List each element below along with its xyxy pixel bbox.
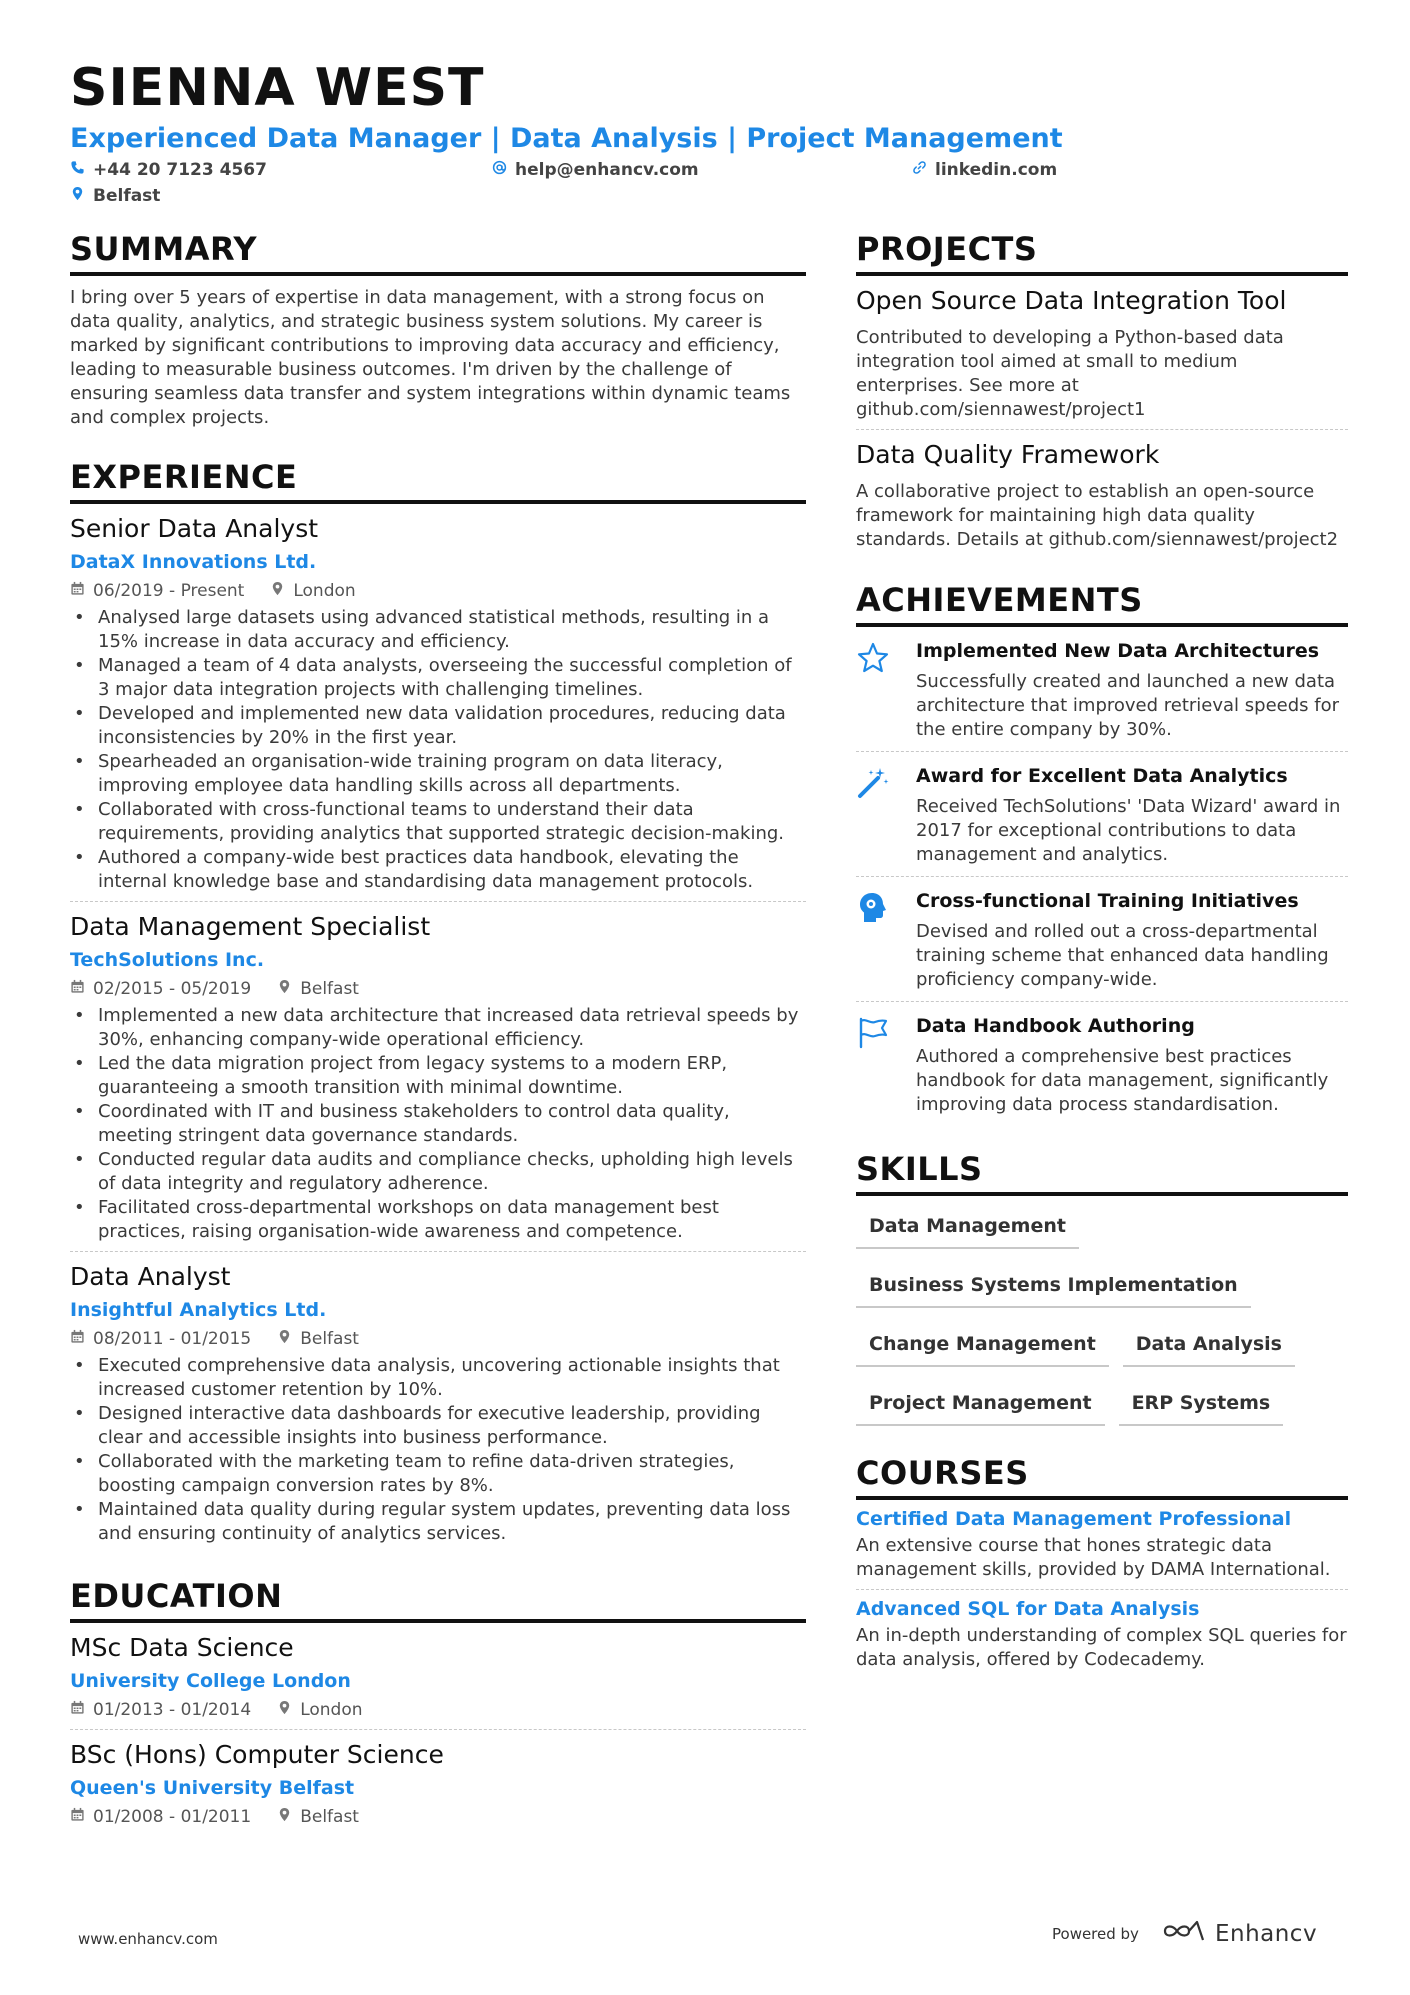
company-name: Insightful Analytics Ltd. bbox=[70, 1299, 327, 1321]
projects-section bbox=[856, 228, 1348, 559]
education-location: Belfast bbox=[300, 1807, 359, 1827]
degree-title: BSc (Hons) Computer Science bbox=[70, 1740, 444, 1769]
company-name: TechSolutions Inc. bbox=[70, 949, 265, 971]
list-item: • Authored a company-wide best practices data handbook, elevating the internal knowledge base and standardising data management protocols. bbox=[70, 846, 806, 894]
calendar-icon bbox=[70, 1327, 85, 1351]
education-dates: 01/2008 - 01/2011 bbox=[93, 1807, 252, 1827]
contact-email[interactable] bbox=[492, 160, 699, 180]
left-column bbox=[70, 228, 806, 1836]
job-title: Senior Data Analyst bbox=[70, 514, 319, 543]
job-bullets bbox=[70, 606, 806, 894]
company-name: DataX Innovations Ltd. bbox=[70, 551, 317, 573]
location-pin-icon bbox=[277, 1698, 292, 1722]
education-entry bbox=[70, 1631, 806, 1730]
achievement-description: Successfully created and launched a new data architecture that improved retrieval speeds for the entire company by 30%. bbox=[916, 671, 1340, 740]
location-pin-icon bbox=[277, 1327, 292, 1351]
skill-tag: Project Management bbox=[856, 1385, 1105, 1426]
star-icon bbox=[856, 637, 916, 742]
course-title: Advanced SQL for Data Analysis bbox=[856, 1598, 1200, 1620]
list-item: • Spearheaded an organisation-wide training program on data literacy, improving employee data handling skills across all departments. bbox=[70, 750, 806, 798]
list-item: • Facilitated cross-departmental workshops on data management best practices, raising organisation-wide awareness and competence. bbox=[70, 1196, 806, 1244]
job-meta bbox=[70, 579, 806, 603]
job-bullets bbox=[70, 1004, 806, 1244]
calendar-icon bbox=[70, 1698, 85, 1722]
project-entry bbox=[856, 284, 1348, 430]
job-dates: 06/2019 - Present bbox=[93, 581, 245, 601]
skills-section bbox=[856, 1148, 1348, 1444]
course-description: An in-depth understanding of complex SQL queries for data analysis, offered by Codecademy. bbox=[856, 1625, 1347, 1670]
list-item: • Analysed large datasets using advanced statistical methods, resulting in a 15% increase in data accuracy and efficiency. bbox=[70, 606, 806, 654]
footer-website[interactable]: www.enhancv.com bbox=[78, 1930, 218, 1948]
brand-logo[interactable] bbox=[1161, 1918, 1317, 1950]
skill-tag: Data Management bbox=[856, 1208, 1079, 1249]
head-brain-icon bbox=[856, 887, 916, 992]
project-entry bbox=[856, 438, 1348, 559]
location-pin-icon bbox=[70, 186, 85, 206]
email-text: help@enhancv.com bbox=[515, 160, 699, 180]
list-item: • Maintained data quality during regular system updates, preventing data loss and ensuring continuity of analytics services. bbox=[70, 1498, 806, 1546]
skills-list bbox=[856, 1208, 1348, 1444]
calendar-icon bbox=[70, 977, 85, 1001]
job-bullets bbox=[70, 1354, 806, 1546]
courses-heading: COURSES bbox=[856, 1452, 1348, 1500]
list-item: • Implemented a new data architecture that increased data retrieval speeds by 30%, enhancing company-wide operational efficiency. bbox=[70, 1004, 806, 1052]
phone-text: +44 20 7123 4567 bbox=[93, 160, 267, 180]
achievement-entry bbox=[856, 1002, 1348, 1126]
list-item: • Executed comprehensive data analysis, uncovering actionable insights that increased customer retention by 10%. bbox=[70, 1354, 806, 1402]
location-pin-icon bbox=[277, 1805, 292, 1829]
job-location: London bbox=[293, 581, 356, 601]
achievement-title: Data Handbook Authoring bbox=[916, 1015, 1195, 1037]
job-meta bbox=[70, 1327, 806, 1351]
education-meta bbox=[70, 1698, 806, 1722]
job-meta bbox=[70, 977, 806, 1001]
degree-title: MSc Data Science bbox=[70, 1633, 294, 1662]
linkedin-text: linkedin.com bbox=[935, 160, 1058, 180]
skill-tag: Change Management bbox=[856, 1326, 1109, 1367]
achievement-entry bbox=[856, 627, 1348, 752]
achievements-section bbox=[856, 579, 1348, 1126]
achievement-title: Award for Excellent Data Analytics bbox=[916, 765, 1288, 787]
summary-section bbox=[70, 228, 806, 430]
at-icon bbox=[492, 160, 507, 180]
course-entry bbox=[856, 1596, 1348, 1679]
job-dates: 08/2011 - 01/2015 bbox=[93, 1329, 252, 1349]
school-name: Queen's University Belfast bbox=[70, 1777, 355, 1799]
education-meta bbox=[70, 1805, 806, 1829]
enhancv-logo-icon bbox=[1161, 1918, 1205, 1950]
job-title: Data Management Specialist bbox=[70, 912, 431, 941]
location-pin-icon bbox=[277, 977, 292, 1001]
flag-icon bbox=[856, 1012, 916, 1117]
list-item: • Developed and implemented new data validation procedures, reducing data inconsistencies by 20% in the first year. bbox=[70, 702, 806, 750]
contact-phone bbox=[70, 160, 267, 180]
summary-text: I bring over 5 years of expertise in data management, with a strong focus on data quality, analytics, and strategic business system solutions. My career is marked by significant contributions to improving data accuracy and efficiency, leading to measurable business outcomes. I'm driven by the challenge of ensuring seamless data transfer and system integrations within dynamic teams and complex projects. bbox=[70, 287, 791, 428]
school-name: University College London bbox=[70, 1670, 351, 1692]
location-pin-icon bbox=[270, 579, 285, 603]
project-title: Open Source Data Integration Tool bbox=[856, 286, 1287, 315]
skill-tag: ERP Systems bbox=[1119, 1385, 1284, 1426]
achievement-description: Devised and rolled out a cross-departmental training scheme that enhanced data handling proficiency company-wide. bbox=[916, 921, 1329, 990]
skills-heading: SKILLS bbox=[856, 1148, 1348, 1196]
calendar-icon bbox=[70, 579, 85, 603]
experience-entry bbox=[70, 910, 806, 1252]
achievement-title: Cross-functional Training Initiatives bbox=[916, 890, 1299, 912]
summary-heading: SUMMARY bbox=[70, 228, 806, 276]
contact-location bbox=[70, 186, 160, 206]
education-heading: EDUCATION bbox=[70, 1575, 806, 1623]
achievement-description: Received TechSolutions' 'Data Wizard' award in 2017 for exceptional contributions to data management and analytics. bbox=[916, 796, 1341, 865]
experience-section bbox=[70, 456, 806, 1553]
courses-section bbox=[856, 1452, 1348, 1679]
achievements-heading: ACHIEVEMENTS bbox=[856, 579, 1348, 627]
course-entry bbox=[856, 1506, 1348, 1590]
education-dates: 01/2013 - 01/2014 bbox=[93, 1700, 252, 1720]
list-item: • Coordinated with IT and business stakeholders to control data quality, meeting stringent data governance standards. bbox=[70, 1100, 806, 1148]
footer-branding bbox=[1052, 1918, 1317, 1950]
achievement-description: Authored a comprehensive best practices handbook for data management, significantly improving data process standardisation. bbox=[916, 1046, 1329, 1115]
location-text: Belfast bbox=[93, 186, 161, 206]
course-description: An extensive course that hones strategic data management skills, provided by DAMA International. bbox=[856, 1535, 1331, 1580]
link-icon bbox=[912, 160, 927, 180]
list-item: • Collaborated with cross-functional teams to understand their data requirements, providing analytics that supported strategic decision-making. bbox=[70, 798, 806, 846]
education-section bbox=[70, 1575, 806, 1836]
list-item: • Conducted regular data audits and compliance checks, upholding high levels of data integrity and regulatory adherence. bbox=[70, 1148, 806, 1196]
magic-wand-icon bbox=[856, 762, 916, 867]
achievement-entry bbox=[856, 752, 1348, 877]
project-description: A collaborative project to establish an open-source framework for maintaining high data quality standards. Details at github.com/siennawest/project2 bbox=[856, 481, 1339, 550]
list-item: • Managed a team of 4 data analysts, overseeing the successful completion of 3 major data integration projects with challenging timelines. bbox=[70, 654, 806, 702]
education-location: London bbox=[300, 1700, 363, 1720]
job-title: Data Analyst bbox=[70, 1262, 231, 1291]
projects-heading: PROJECTS bbox=[856, 228, 1348, 276]
job-location: Belfast bbox=[300, 1329, 359, 1349]
experience-entry bbox=[70, 512, 806, 902]
list-item: • Designed interactive data dashboards for executive leadership, providing clear and accessible insights into business performance. bbox=[70, 1402, 806, 1450]
experience-entry bbox=[70, 1260, 806, 1553]
experience-heading: EXPERIENCE bbox=[70, 456, 806, 504]
right-column bbox=[856, 228, 1348, 1679]
calendar-icon bbox=[70, 1805, 85, 1829]
contact-linkedin[interactable] bbox=[912, 160, 1057, 180]
job-location: Belfast bbox=[300, 979, 359, 999]
course-title: Certified Data Management Professional bbox=[856, 1508, 1292, 1530]
project-description: Contributed to developing a Python-based data integration tool aimed at small to medium enterprises. See more at github.com/siennawest/project1 bbox=[856, 327, 1284, 420]
phone-icon bbox=[70, 160, 85, 180]
project-title: Data Quality Framework bbox=[856, 440, 1160, 469]
candidate-name: SIENNA WEST bbox=[70, 58, 485, 118]
brand-name: Enhancv bbox=[1214, 1921, 1318, 1947]
achievement-entry bbox=[856, 877, 1348, 1002]
education-entry bbox=[70, 1738, 806, 1836]
job-dates: 02/2015 - 05/2019 bbox=[93, 979, 252, 999]
achievement-title: Implemented New Data Architectures bbox=[916, 640, 1320, 662]
list-item: • Collaborated with the marketing team to refine data-driven strategies, boosting campaign conversion rates by 8%. bbox=[70, 1450, 806, 1498]
list-item: • Led the data migration project from legacy systems to a modern ERP, guaranteeing a smooth transition with minimal downtime. bbox=[70, 1052, 806, 1100]
skill-tag: Business Systems Implementation bbox=[856, 1267, 1251, 1308]
skill-tag: Data Analysis bbox=[1123, 1326, 1295, 1367]
candidate-headline: Experienced Data Manager | Data Analysis | Project Management bbox=[70, 123, 1063, 154]
powered-by-label: Powered by bbox=[1052, 1925, 1139, 1943]
